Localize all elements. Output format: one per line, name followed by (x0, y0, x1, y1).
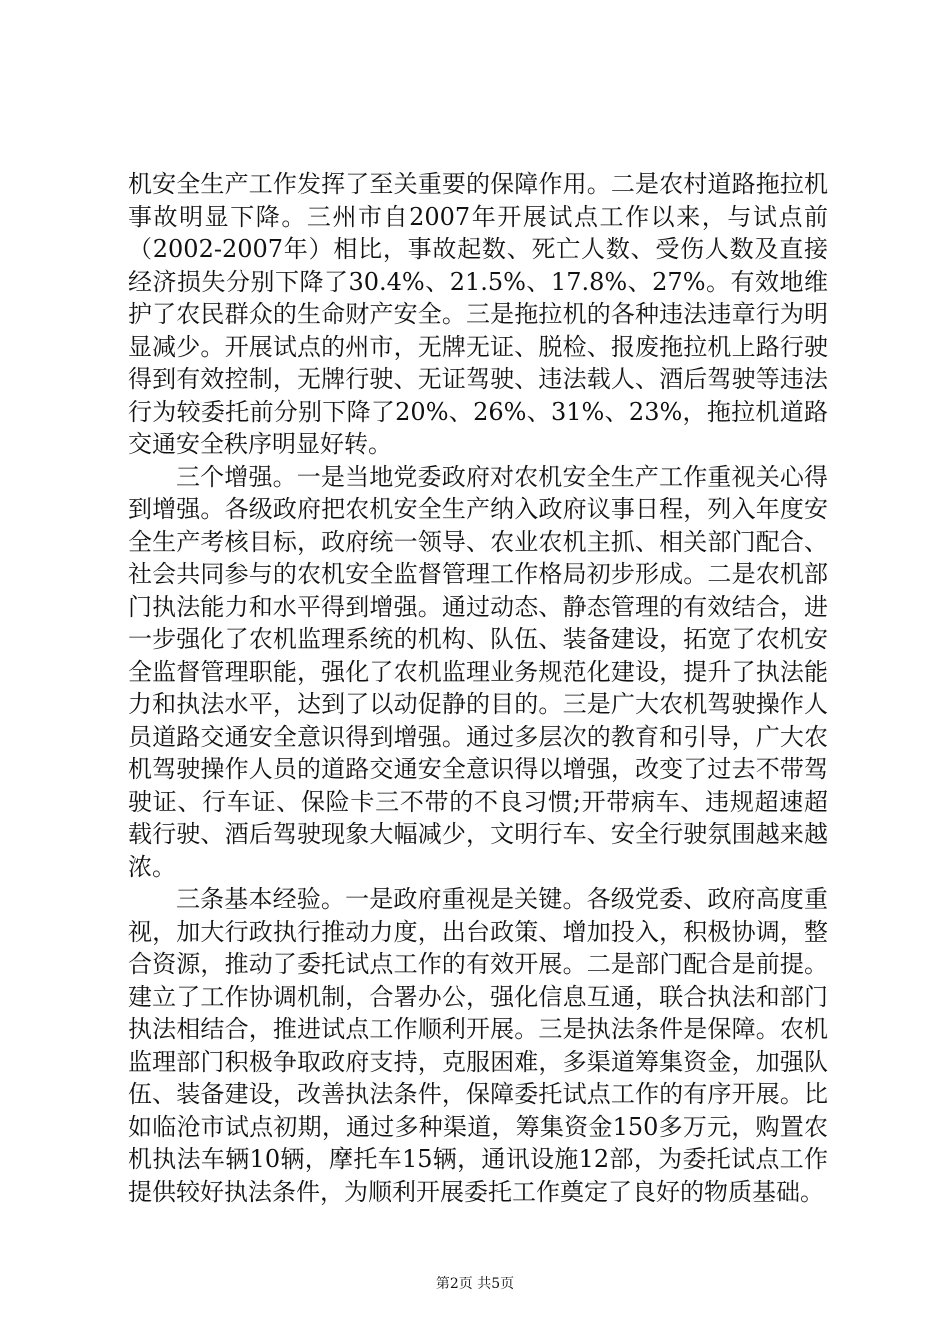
paragraph-three-lessons: 三条基本经验。一是政府重视是关键。各级党委、政府高度重视，加大行政执行推动力度，出台政策、增加投入，积极协调，整合资源，推动了委托试点工作的有效开展。二是部门配合是前提。建立了工作协调机制，合署办公，强化信息互通，联合执法和部门执法相结合，推进试点工作顺利开展。三是执法条件是保障。农机监理部门积极争取政府支持，克服困难，多渠道筹集资金，加强队伍、装备建设，改善执法条件，保障委托试点工作的有序开展。比如临沧市试点初期，通过多种渠道，筹集资金150多万元，购置农机执法车辆10辆，摩托车15辆，通讯设施12部，为委托试点工作提供较好执法条件，为顺利开展委托工作奠定了良好的物质基础。 (128, 885, 828, 1206)
document-body (128, 168, 828, 1208)
paragraph-three-enhancements: 三个增强。一是当地党委政府对农机安全生产工作重视关心得到增强。各级政府把农机安全生产纳入政府议事日程，列入年度安全生产考核目标，政府统一领导、农业农机主抓、相关部门配合、社会共同参与的农机安全监督管理工作格局初步形成。二是农机部门执法能力和水平得到增强。通过动态、静态管理的有效结合，进一步强化了农机监理系统的机构、队伍、装备建设，拓宽了农机安全监督管理职能，强化了农机监理业务规范化建设，提升了执法能力和执法水平，达到了以动促静的目的。三是广大农机驾驶操作人员道路交通安全意识得到增强。通过多层次的教育和引导，广大农机驾驶操作人员的道路交通安全意识得以增强，改变了过去不带驾驶证、行车证、保险卡三不带的不良习惯;开带病车、违规超速超载行驶、酒后驾驶现象大幅减少，文明行车、安全行驶氛围越来越浓。 (128, 462, 828, 881)
paragraph-continuation: 机安全生产工作发挥了至关重要的保障作用。二是农村道路拖拉机事故明显下降。三州市自2007年开展试点工作以来，与试点前（2002-2007年）相比，事故起数、死亡人数、受伤人数及直接经济损失分别下降了30.4%、21.5%、17.8%、27%。有效地维护了农民群众的生命财产安全。三是拖拉机的各种违法违章行为明显减少。开展试点的州市，无牌无证、脱检、报废拖拉机上路行驶得到有效控制，无牌行驶、无证驾驶、违法载人、酒后驾驶等违法行为较委托前分别下降了20%、26%、31%、23%，拖拉机道路交通安全秩序明显好转。 (128, 170, 828, 458)
page-number-footer: 第2页 共5页 (435, 1276, 515, 1292)
